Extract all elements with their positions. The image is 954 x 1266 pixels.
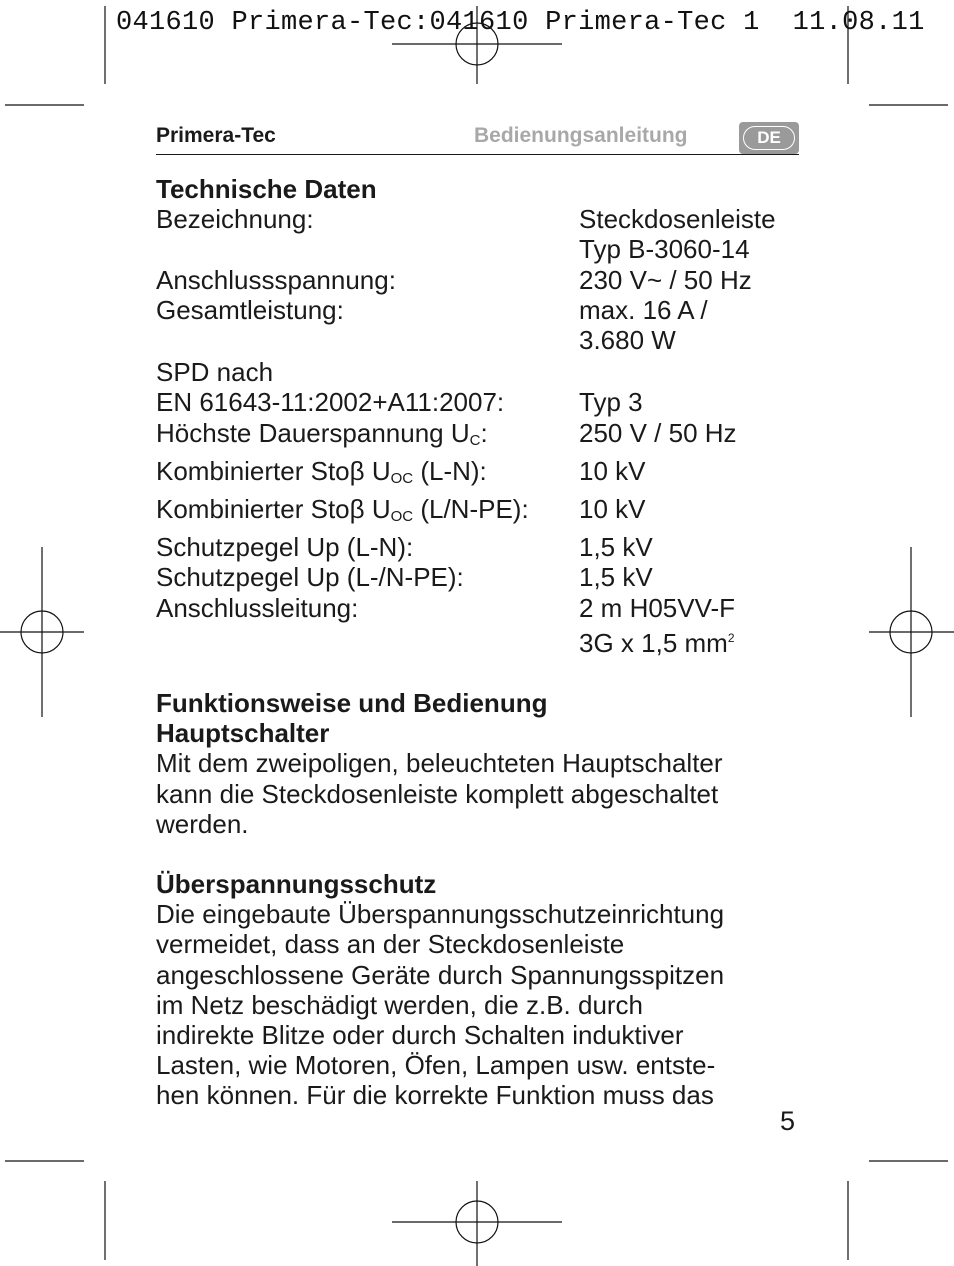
- header-title: Bedienungsanleitung: [474, 124, 688, 147]
- surge-protection-heading: Überspannungsschutz: [156, 869, 437, 900]
- paragraph-line: hen können. Für die korrekte Funktion muss das: [156, 1080, 714, 1111]
- spec-value: [579, 295, 806, 355]
- spec-value-line: 2 m H05VV-F: [579, 592, 736, 623]
- main-switch-paragraph: [156, 748, 806, 839]
- spec-label-text: Kombinierter Stoβ U: [156, 455, 391, 486]
- language-badge: [739, 122, 799, 154]
- spec-row: [156, 265, 806, 295]
- spec-label-text: Kombinierter Stoβ U: [156, 494, 391, 525]
- spec-value-line: Typ B-3060-14: [579, 234, 750, 265]
- technical-data-heading: Technische Daten: [156, 174, 377, 204]
- spec-value: 10 kV: [579, 455, 646, 486]
- spec-row: [156, 204, 806, 264]
- operation-heading: Funktionsweise und Bedienung: [156, 688, 548, 719]
- paragraph-line: indirekte Blitze oder durch Schalten induktiver: [156, 1020, 684, 1051]
- spd-table: [156, 357, 806, 658]
- spec-row: [156, 532, 806, 562]
- spec-row: [156, 456, 806, 494]
- spec-value: Typ 3: [579, 387, 643, 418]
- surge-protection-paragraph: [156, 899, 806, 1110]
- paragraph-line: Lasten, wie Motoren, Öfen, Lampen usw. entste-: [156, 1050, 716, 1081]
- spec-row: [156, 494, 806, 532]
- spec-row: [156, 295, 806, 355]
- spec-value: 1,5 kV: [579, 562, 653, 593]
- spec-label-tail: (L-N):: [413, 455, 487, 486]
- technical-data-table: [156, 204, 806, 355]
- spec-value-line: [579, 623, 806, 658]
- spec-value-text: 3G x 1,5 mm: [579, 627, 728, 658]
- spec-row: [156, 387, 806, 417]
- paragraph-line: angeschlossene Geräte durch Spannungsspitzen: [156, 959, 725, 990]
- paragraph-line: im Netz beschädigt werden, die z.B. durch: [156, 989, 644, 1020]
- paragraph-line: werden.: [156, 808, 249, 839]
- subscript: OC: [390, 469, 414, 487]
- spec-label-tail: :: [480, 417, 488, 448]
- page-number: 5: [780, 1106, 796, 1136]
- spec-label: [156, 456, 579, 494]
- spec-label: Schutzpegel Up (L-/N-PE):: [156, 562, 464, 593]
- paragraph-line: Mit dem zweipoligen, beleuchteten Hauptschalter: [156, 748, 723, 779]
- spec-value-line: max. 16 A /: [579, 294, 708, 325]
- paragraph-line: vermeidet, dass an der Steckdosenleiste: [156, 929, 625, 960]
- spec-label: EN 61643-11:2002+A11:2007:: [156, 387, 505, 418]
- spec-row: [156, 418, 806, 456]
- superscript: 2: [727, 630, 735, 645]
- header-brand: Primera-Tec: [156, 124, 276, 147]
- spec-label: Gesamtleistung:: [156, 294, 344, 325]
- spec-value-line: Steckdosenleiste: [579, 204, 776, 235]
- spec-label: Anschlussleitung:: [156, 592, 359, 623]
- spec-value: 250 V / 50 Hz: [579, 417, 737, 448]
- spec-label: [156, 418, 579, 456]
- subscript: OC: [390, 508, 414, 526]
- main-switch-heading: Hauptschalter: [156, 718, 330, 749]
- spec-label: Bezeichnung:: [156, 204, 314, 235]
- spec-value: [579, 593, 806, 658]
- page-content: [156, 174, 806, 1111]
- spec-row: [156, 357, 806, 387]
- spec-label-tail: (L/N-PE):: [413, 494, 529, 525]
- paragraph-line: kann die Steckdosenleiste komplett abgeschaltet: [156, 778, 719, 809]
- spec-label: SPD nach: [156, 357, 274, 388]
- spec-value: [579, 204, 806, 264]
- print-slug: 041610 Primera-Tec:041610 Primera-Tec 1 11.08.11: [116, 8, 925, 38]
- spec-value: [579, 357, 806, 387]
- spec-value: 10 kV: [579, 494, 646, 525]
- spec-value: 1,5 kV: [579, 532, 653, 563]
- spec-label-text: Höchste Dauerspannung U: [156, 417, 470, 448]
- spec-label: Schutzpegel Up (L-N):: [156, 532, 414, 563]
- paragraph-line: Die eingebaute Überspannungsschutzeinrichtung: [156, 899, 725, 930]
- spec-row: [156, 562, 806, 592]
- language-badge-label: DE: [743, 126, 795, 150]
- spec-label: Anschlussspannung:: [156, 264, 396, 295]
- spec-value: 230 V~ / 50 Hz: [579, 264, 752, 295]
- spec-row: [156, 593, 806, 658]
- spec-label: [156, 494, 579, 532]
- subscript: C: [469, 431, 481, 449]
- header-rule: [156, 154, 799, 155]
- spec-value-line: 3.680 W: [579, 325, 676, 356]
